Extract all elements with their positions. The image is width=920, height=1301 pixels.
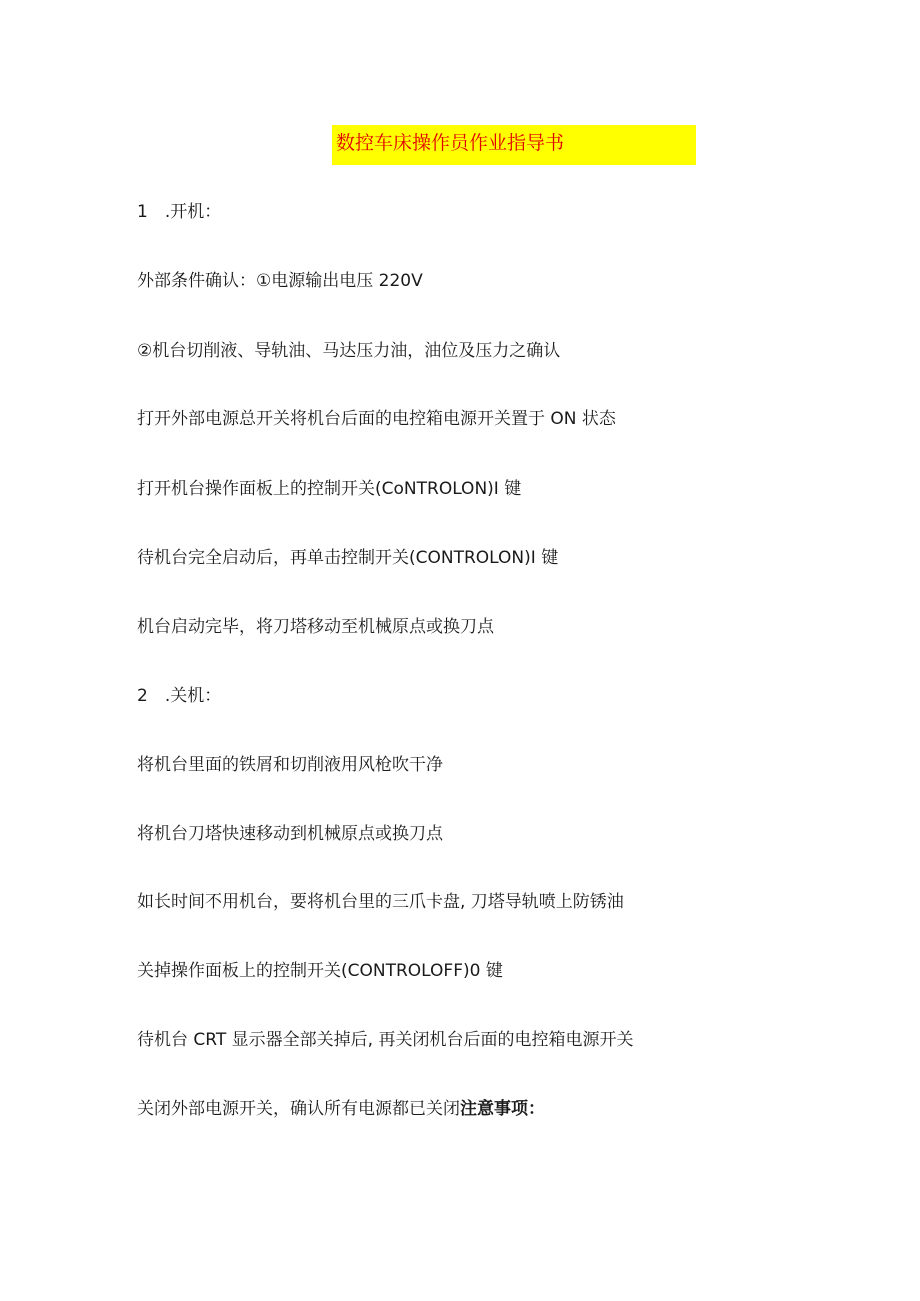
paragraph-line: 将机台里面的铁屑和切削液用风枪吹干净 <box>137 755 443 775</box>
last-line-text: 关闭外部电源开关，确认所有电源都已关闭 <box>137 1099 460 1119</box>
paragraph-line: 关掉操作面板上的控制开关(CONTROLOFF)0 键 <box>137 961 503 981</box>
paragraph-line: 机台启动完毕，将刀塔移动至机械原点或换刀点 <box>137 617 494 637</box>
paragraph-line-last <box>137 1097 545 1121</box>
notes-heading: 注意事项： <box>460 1099 545 1119</box>
paragraph-line: 待机台完全启动后，再单击控制开关(CONTROLON)I 键 <box>137 548 559 568</box>
paragraph-line: 打开外部电源总开关将机台后面的电控箱电源开关置于 ON 状态 <box>137 409 616 429</box>
paragraph-line: ②机台切削液、导轨油、马达压力油，油位及压力之确认 <box>137 341 561 361</box>
section-heading-startup: 1 .开机： <box>137 202 222 222</box>
section-heading-shutdown: 2 .关机： <box>137 686 222 706</box>
paragraph-line: 将机台刀塔快速移动到机械原点或换刀点 <box>137 824 443 844</box>
paragraph-line: 待机台 CRT 显示器全部关掉后, 再关闭机台后面的电控箱电源开关 <box>137 1030 634 1050</box>
document-title: 数控车床操作员作业指导书 <box>336 132 565 154</box>
paragraph-line: 如长时间不用机台，要将机台里的三爪卡盘, 刀塔导轨喷上防锈油 <box>137 892 624 912</box>
paragraph-line: 外部条件确认：①电源输出电压 220V <box>137 271 423 291</box>
paragraph-line: 打开机台操作面板上的控制开关(CoNTROLON)I 键 <box>137 479 522 499</box>
